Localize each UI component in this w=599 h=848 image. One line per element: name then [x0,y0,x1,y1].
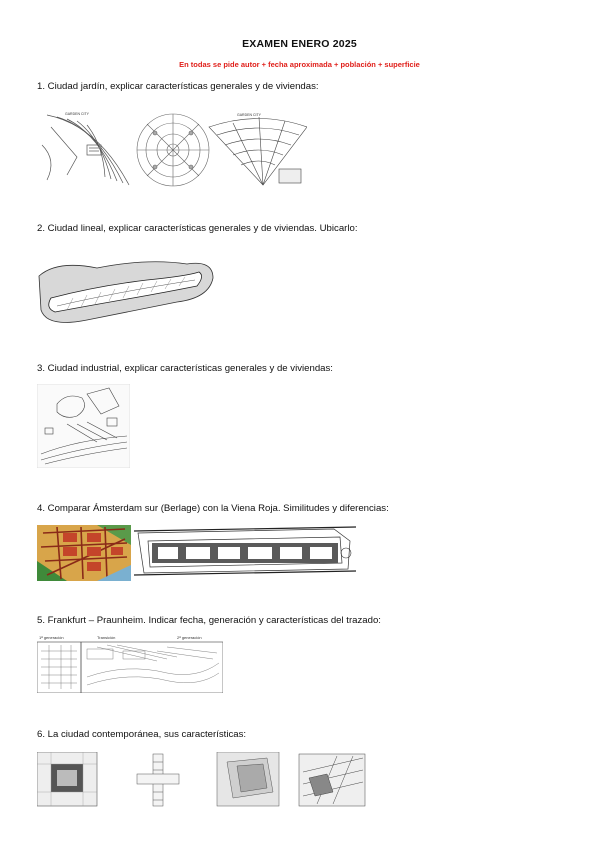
question-2: 2. Ciudad lineal, explicar características generales y de viviendas. Ubicarlo: [37,223,358,234]
praunheim-plan-figure [37,633,223,693]
question-5: 5. Frankfurt – Praunheim. Indicar fecha, generación y características del trazado: [37,615,381,626]
question-1: 1. Ciudad jardín, explicar características generales y de viviendas: [37,81,319,92]
question-4: 4. Comparar Ámsterdam sur (Berlage) con la Viena Roja. Similitudes y diferencias: [37,503,389,514]
garden-city-diagram-sector [209,113,307,185]
garden-city-diagram-circle [137,114,209,186]
page-title: EXAMEN ENERO 2025 [242,38,357,50]
amsterdam-map-figure [37,525,131,581]
contemporary-perspective-2 [299,754,365,806]
garden-city-label-left: GARDEN CITY [65,112,89,116]
contemporary-perspective-1 [217,752,279,806]
linear-city-figure [37,258,215,328]
question-6: 6. La ciudad contemporánea, sus características: [37,729,247,740]
contemporary-grid-plan [37,752,97,806]
contemporary-city-figures [37,752,367,808]
question-3: 3. Ciudad industrial, explicar características generales y de viviendas: [37,363,333,374]
garden-city-figures [37,105,307,190]
industrial-city-figure [37,384,130,468]
vienna-red-plan-figure [134,523,356,579]
contemporary-cross-plan [137,754,179,806]
praunheim-label-gen1: 1ª generación [39,635,64,640]
praunheim-label-gen2: 2ª generación [177,635,202,640]
praunheim-label-transition: Transición [97,635,116,640]
garden-city-label-right: GARDEN CITY [237,113,261,117]
garden-city-diagram-left [42,112,129,185]
page-subtitle: En todas se pide autor + fecha aproximada + población + superficie [179,60,420,69]
